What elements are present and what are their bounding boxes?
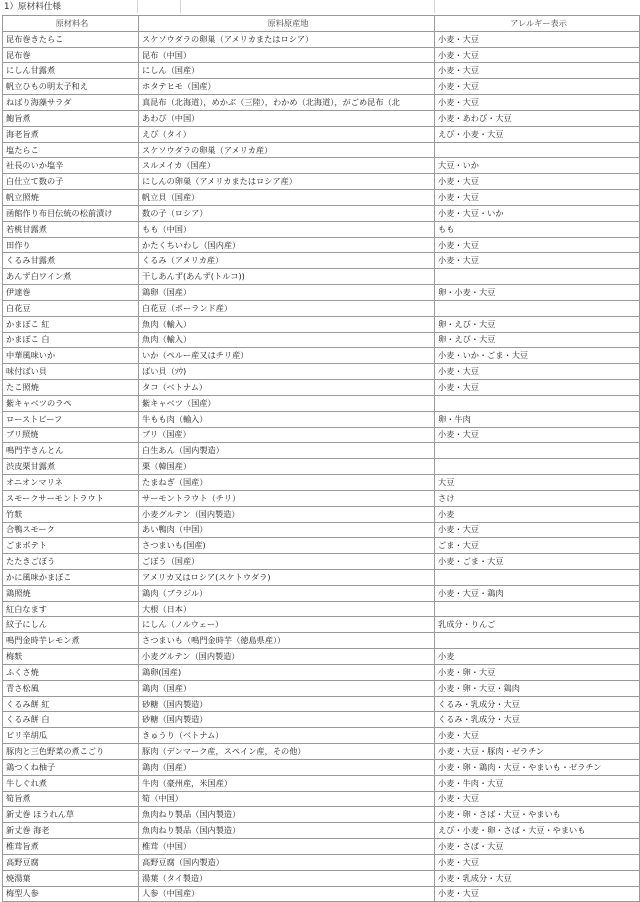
- ingredient-name-cell: 若桃甘露煮: [3, 221, 139, 237]
- section-title: 1）原材料仕様: [4, 2, 62, 12]
- allergen-cell: [435, 443, 640, 459]
- table-row: [3, 427, 640, 443]
- allergen-cell: 小麦・大豆: [435, 854, 640, 870]
- table-row: [3, 680, 640, 696]
- origin-cell: ブリ（国産）: [139, 427, 435, 443]
- origin-cell: 鶏肉（国産）: [139, 759, 435, 775]
- allergen-cell: 小麦・大豆: [435, 253, 640, 269]
- ingredient-name-cell: にしん甘露煮: [3, 63, 139, 79]
- table-row: [3, 886, 640, 902]
- origin-cell: 魚肉（輸入）: [139, 332, 435, 348]
- table-row: [3, 569, 640, 585]
- table-row: [3, 870, 640, 886]
- ingredient-name-cell: 紫キャベツのラペ: [3, 395, 139, 411]
- allergen-cell: 卵・牛肉: [435, 411, 640, 427]
- table-row: [3, 744, 640, 760]
- ingredient-name-cell: 筍旨煮: [3, 791, 139, 807]
- origin-cell: 椎茸（中国）: [139, 839, 435, 855]
- table-row: [3, 443, 640, 459]
- origin-cell: 帆立貝（国産）: [139, 190, 435, 206]
- table-row: [3, 285, 640, 301]
- ingredient-name-cell: 昆布巻: [3, 47, 139, 63]
- table-row: [3, 158, 640, 174]
- ingredient-name-cell: 中華風味いか: [3, 348, 139, 364]
- origin-cell: にしん（国産）: [139, 63, 435, 79]
- allergen-cell: 大豆: [435, 475, 640, 491]
- origin-cell: 数の子（ロシア）: [139, 205, 435, 221]
- allergen-cell: 小麦・大豆・豚肉・ゼラチン: [435, 744, 640, 760]
- origin-cell: 魚肉ねり製品（国内製造）: [139, 807, 435, 823]
- table-row: [3, 364, 640, 380]
- allergen-cell: 小麦・大豆: [435, 31, 640, 47]
- table-row: [3, 854, 640, 870]
- table-row: [3, 395, 640, 411]
- allergen-cell: 大豆・いか: [435, 158, 640, 174]
- table-row: [3, 506, 640, 522]
- ingredient-name-cell: 田作り: [3, 237, 139, 253]
- title-grid-line: [180, 0, 181, 13]
- ingredient-name-cell: かまぼこ 紅: [3, 316, 139, 332]
- ingredient-name-cell: 梅型人参: [3, 886, 139, 902]
- origin-cell: あい鴨肉（中国）: [139, 522, 435, 538]
- ingredient-name-cell: 鶏照焼: [3, 585, 139, 601]
- origin-cell: 栗（韓国産）: [139, 459, 435, 475]
- ingredient-name-cell: 伊達巻: [3, 285, 139, 301]
- origin-cell: 湯葉（タイ製造）: [139, 870, 435, 886]
- table-row: [3, 475, 640, 491]
- origin-cell: 白花豆（ポーランド産）: [139, 300, 435, 316]
- allergen-cell: 小麦・大豆・鶏肉: [435, 585, 640, 601]
- table-row: [3, 696, 640, 712]
- ingredient-name-cell: 牛しぐれ煮: [3, 775, 139, 791]
- origin-cell: スケソウダラの卵巣（アメリカまたはロシア）: [139, 31, 435, 47]
- table-row: [3, 585, 640, 601]
- origin-cell: 鶏肉（国産）: [139, 680, 435, 696]
- table-row: [3, 490, 640, 506]
- table-row: [3, 522, 640, 538]
- ingredient-name-cell: ローストビーフ: [3, 411, 139, 427]
- ingredient-name-cell: 新丈巻 海老: [3, 823, 139, 839]
- origin-cell: 鶏肉（ブラジル）: [139, 585, 435, 601]
- ingredient-name-cell: ごまポテト: [3, 538, 139, 554]
- ingredient-name-cell: 白仕立て数の子: [3, 174, 139, 190]
- allergen-cell: 小麦・大豆: [435, 791, 640, 807]
- ingredient-name-cell: 帆立ひもの明太子和え: [3, 79, 139, 95]
- origin-cell: ホタテヒモ（国産）: [139, 79, 435, 95]
- allergen-cell: さけ: [435, 490, 640, 506]
- ingredient-name-cell: ふくさ焼: [3, 664, 139, 680]
- table-row: [3, 316, 640, 332]
- origin-cell: 魚肉ねり製品（国内製造）: [139, 823, 435, 839]
- allergen-cell: 小麦・さば・大豆: [435, 839, 640, 855]
- origin-cell: ばい貝（ｿｳ): [139, 364, 435, 380]
- ingredient-name-cell: 紋子にしん: [3, 617, 139, 633]
- origin-cell: にしん（ノルウェー）: [139, 617, 435, 633]
- allergen-cell: [435, 459, 640, 475]
- allergen-cell: 乳成分・りんご: [435, 617, 640, 633]
- ingredient-name-cell: くるみ甘露煮: [3, 253, 139, 269]
- table-row: [3, 31, 640, 47]
- table-row: [3, 411, 640, 427]
- origin-cell: さつまいも(国産): [139, 538, 435, 554]
- origin-cell: えび（タイ）: [139, 126, 435, 142]
- ingredient-name-cell: 鳴門芋きんとん: [3, 443, 139, 459]
- allergen-cell: ごま・大豆: [435, 538, 640, 554]
- table-row: [3, 538, 640, 554]
- ingredient-name-cell: 渋皮栗甘露煮: [3, 459, 139, 475]
- title-grid-line: [137, 0, 138, 13]
- allergen-cell: くるみ・乳成分・大豆: [435, 712, 640, 728]
- origin-cell: 干しあんず(あんず(トルコ)): [139, 269, 435, 285]
- ingredient-name-cell: 高野豆腐: [3, 854, 139, 870]
- ingredient-name-cell: 合鴨スモーク: [3, 522, 139, 538]
- origin-cell: 人参（中国産）: [139, 886, 435, 902]
- ingredient-name-cell: 鶏つくね柚子: [3, 759, 139, 775]
- ingredient-name-cell: 帆立照焼: [3, 190, 139, 206]
- allergen-cell: 小麦・大豆・いか: [435, 205, 640, 221]
- origin-cell: 牛もも肉（輸入）: [139, 411, 435, 427]
- origin-cell: 小麦グルテン（国内製造）: [139, 506, 435, 522]
- allergen-cell: 小麦・大豆: [435, 63, 640, 79]
- origin-cell: スルメイカ（国産）: [139, 158, 435, 174]
- origin-cell: 白生あん（国内製造）: [139, 443, 435, 459]
- ingredient-name-cell: かに風味かまぼこ: [3, 569, 139, 585]
- allergen-cell: 小麦・乳成分・大豆: [435, 870, 640, 886]
- allergen-cell: 小麦・大豆: [435, 380, 640, 396]
- header-row: [3, 16, 640, 32]
- ingredient-name-cell: 紅白なます: [3, 601, 139, 617]
- table-row: [3, 728, 640, 744]
- title-grid-line: [434, 0, 435, 13]
- allergen-cell: 小麦・あわび・大豆: [435, 110, 640, 126]
- header-origin: 原料原産地: [139, 16, 435, 32]
- table-row: [3, 95, 640, 111]
- ingredient-name-cell: スモークサーモントラウト: [3, 490, 139, 506]
- origin-cell: スケソウダラの卵巣（アメリカ産）: [139, 142, 435, 158]
- table-row: [3, 807, 640, 823]
- allergen-cell: 小麦・ごま・大豆: [435, 554, 640, 570]
- allergen-cell: 小麦・大豆: [435, 174, 640, 190]
- table-row: [3, 142, 640, 158]
- allergen-cell: えび・小麦・卵・さば・大豆・やまいも: [435, 823, 640, 839]
- ingredient-name-cell: 鮑旨煮: [3, 110, 139, 126]
- allergen-cell: [435, 633, 640, 649]
- table-row: [3, 79, 640, 95]
- allergen-cell: [435, 569, 640, 585]
- table-row: [3, 110, 640, 126]
- table-row: [3, 174, 640, 190]
- table-row: [3, 47, 640, 63]
- origin-cell: 大根（日本）: [139, 601, 435, 617]
- allergen-cell: 小麦・大豆: [435, 728, 640, 744]
- table-row: [3, 332, 640, 348]
- origin-cell: 小麦グルテン（国内製造）: [139, 649, 435, 665]
- origin-cell: サーモントラウト（チリ）: [139, 490, 435, 506]
- table-row: [3, 617, 640, 633]
- allergen-cell: 小麦・卵・大豆・鶏肉: [435, 680, 640, 696]
- allergen-cell: くるみ・乳成分・大豆: [435, 696, 640, 712]
- ingredient-name-cell: 昆布巻きたらこ: [3, 31, 139, 47]
- origin-cell: 魚肉（輸入）: [139, 316, 435, 332]
- origin-cell: 筍（中国）: [139, 791, 435, 807]
- table-row: [3, 664, 640, 680]
- ingredient-name-cell: 豚肉と三色野菜の煮こごり: [3, 744, 139, 760]
- allergen-cell: 卵・えび・大豆: [435, 316, 640, 332]
- ingredient-spec-table: [2, 15, 640, 902]
- origin-cell: あわび（中国）: [139, 110, 435, 126]
- origin-cell: きゅうり（ベトナム）: [139, 728, 435, 744]
- table-row: [3, 221, 640, 237]
- allergen-cell: [435, 395, 640, 411]
- origin-cell: 牛肉（豪州産，米国産）: [139, 775, 435, 791]
- origin-cell: ごぼう（国産）: [139, 554, 435, 570]
- origin-cell: 鶏卵（国産）: [139, 285, 435, 301]
- ingredient-name-cell: あんず白ワイン煮: [3, 269, 139, 285]
- allergen-cell: [435, 269, 640, 285]
- origin-cell: くるみ（アメリカ産）: [139, 253, 435, 269]
- allergen-cell: 小麦・大豆: [435, 522, 640, 538]
- table-row: [3, 459, 640, 475]
- ingredient-name-cell: 鳴門金時芋レモン煮: [3, 633, 139, 649]
- origin-cell: 鶏卵(国産): [139, 664, 435, 680]
- allergen-cell: 小麦・大豆: [435, 886, 640, 902]
- allergen-cell: 小麦・大豆: [435, 79, 640, 95]
- allergen-cell: 小麦・大豆: [435, 237, 640, 253]
- allergen-cell: 小麦・卵・さば・大豆・やまいも: [435, 807, 640, 823]
- ingredient-name-cell: ピリ辛胡瓜: [3, 728, 139, 744]
- table-row: [3, 759, 640, 775]
- allergen-cell: 小麦: [435, 649, 640, 665]
- table-row: [3, 649, 640, 665]
- allergen-cell: 小麦: [435, 506, 640, 522]
- table-row: [3, 126, 640, 142]
- ingredient-name-cell: 新丈巻 ほうれん草: [3, 807, 139, 823]
- allergen-cell: 卵・小麦・大豆: [435, 285, 640, 301]
- origin-cell: 豚肉（デンマーク産，スペイン産，その他）: [139, 744, 435, 760]
- origin-cell: いか（ペルー産又はチリ産）: [139, 348, 435, 364]
- origin-cell: にしんの卵巣（アメリカまたはロシア産）: [139, 174, 435, 190]
- table-row: [3, 633, 640, 649]
- origin-cell: 砂糖（国内製造）: [139, 712, 435, 728]
- table-body: [3, 31, 640, 902]
- origin-cell: 紫キャベツ（国産）: [139, 395, 435, 411]
- allergen-cell: [435, 300, 640, 316]
- allergen-cell: もも: [435, 221, 640, 237]
- allergen-cell: 小麦・卵・鶏肉・大豆・やまいも・ゼラチン: [435, 759, 640, 775]
- ingredient-name-cell: 竹麩: [3, 506, 139, 522]
- ingredient-name-cell: 青さ松風: [3, 680, 139, 696]
- allergen-cell: えび・小麦・大豆: [435, 126, 640, 142]
- table-row: [3, 712, 640, 728]
- ingredient-name-cell: 梅麩: [3, 649, 139, 665]
- ingredient-name-cell: たこ照焼: [3, 380, 139, 396]
- table-row: [3, 839, 640, 855]
- origin-cell: タコ（ベトナム）: [139, 380, 435, 396]
- table-row: [3, 300, 640, 316]
- ingredient-name-cell: くるみ餅 白: [3, 712, 139, 728]
- table-row: [3, 791, 640, 807]
- allergen-cell: [435, 142, 640, 158]
- allergen-cell: 小麦・いか・ごま・大豆: [435, 348, 640, 364]
- ingredient-name-cell: 焼湯葉: [3, 870, 139, 886]
- origin-cell: かたくちいわし（国内産）: [139, 237, 435, 253]
- header-allergen: アレルギー表示: [435, 16, 640, 32]
- ingredient-name-cell: 函館作り布目伝統の松前漬け: [3, 205, 139, 221]
- allergen-cell: 小麦・大豆: [435, 427, 640, 443]
- ingredient-name-cell: ねばり海藻サラダ: [3, 95, 139, 111]
- allergen-cell: [435, 601, 640, 617]
- header-ingredient: 原材料名: [3, 16, 139, 32]
- table-row: [3, 63, 640, 79]
- ingredient-name-cell: ブリ照焼: [3, 427, 139, 443]
- ingredient-name-cell: オニオンマリネ: [3, 475, 139, 491]
- table-row: [3, 190, 640, 206]
- origin-cell: 高野豆腐（国内製造）: [139, 854, 435, 870]
- allergen-cell: 小麦・卵・大豆: [435, 664, 640, 680]
- ingredient-name-cell: かまぼこ 白: [3, 332, 139, 348]
- ingredient-name-cell: 海老旨煮: [3, 126, 139, 142]
- table-header: [3, 16, 640, 32]
- origin-cell: アメリカ又はロシア(スケトウダラ): [139, 569, 435, 585]
- origin-cell: さつまいも（鳴門金時芋（徳島県産））: [139, 633, 435, 649]
- ingredient-name-cell: 味付ばい貝: [3, 364, 139, 380]
- table-row: [3, 253, 640, 269]
- table-row: [3, 269, 640, 285]
- origin-cell: もも（中国）: [139, 221, 435, 237]
- allergen-cell: 卵・えび・大豆: [435, 332, 640, 348]
- table-row: [3, 554, 640, 570]
- table-row: [3, 775, 640, 791]
- allergen-cell: 小麦・大豆: [435, 364, 640, 380]
- origin-cell: 砂糖（国内製造）: [139, 696, 435, 712]
- ingredient-name-cell: たたきごぼう: [3, 554, 139, 570]
- table-row: [3, 823, 640, 839]
- ingredient-name-cell: 椎茸旨煮: [3, 839, 139, 855]
- origin-cell: 昆布（中国）: [139, 47, 435, 63]
- origin-cell: 真昆布（北海道），めかぶ（三陸），わかめ（北海道），がごめ昆布（北: [139, 95, 435, 111]
- ingredient-name-cell: 白花豆: [3, 300, 139, 316]
- table-row: [3, 205, 640, 221]
- allergen-cell: 小麦・牛肉・大豆: [435, 775, 640, 791]
- table-row: [3, 601, 640, 617]
- allergen-cell: 小麦・大豆: [435, 47, 640, 63]
- table-row: [3, 348, 640, 364]
- allergen-cell: 小麦・大豆: [435, 95, 640, 111]
- origin-cell: たまねぎ（国産）: [139, 475, 435, 491]
- table-row: [3, 380, 640, 396]
- table-row: [3, 237, 640, 253]
- ingredient-name-cell: くるみ餅 紅: [3, 696, 139, 712]
- ingredient-name-cell: 塩たらこ: [3, 142, 139, 158]
- allergen-cell: 小麦・大豆: [435, 190, 640, 206]
- ingredient-name-cell: 社長のいか塩辛: [3, 158, 139, 174]
